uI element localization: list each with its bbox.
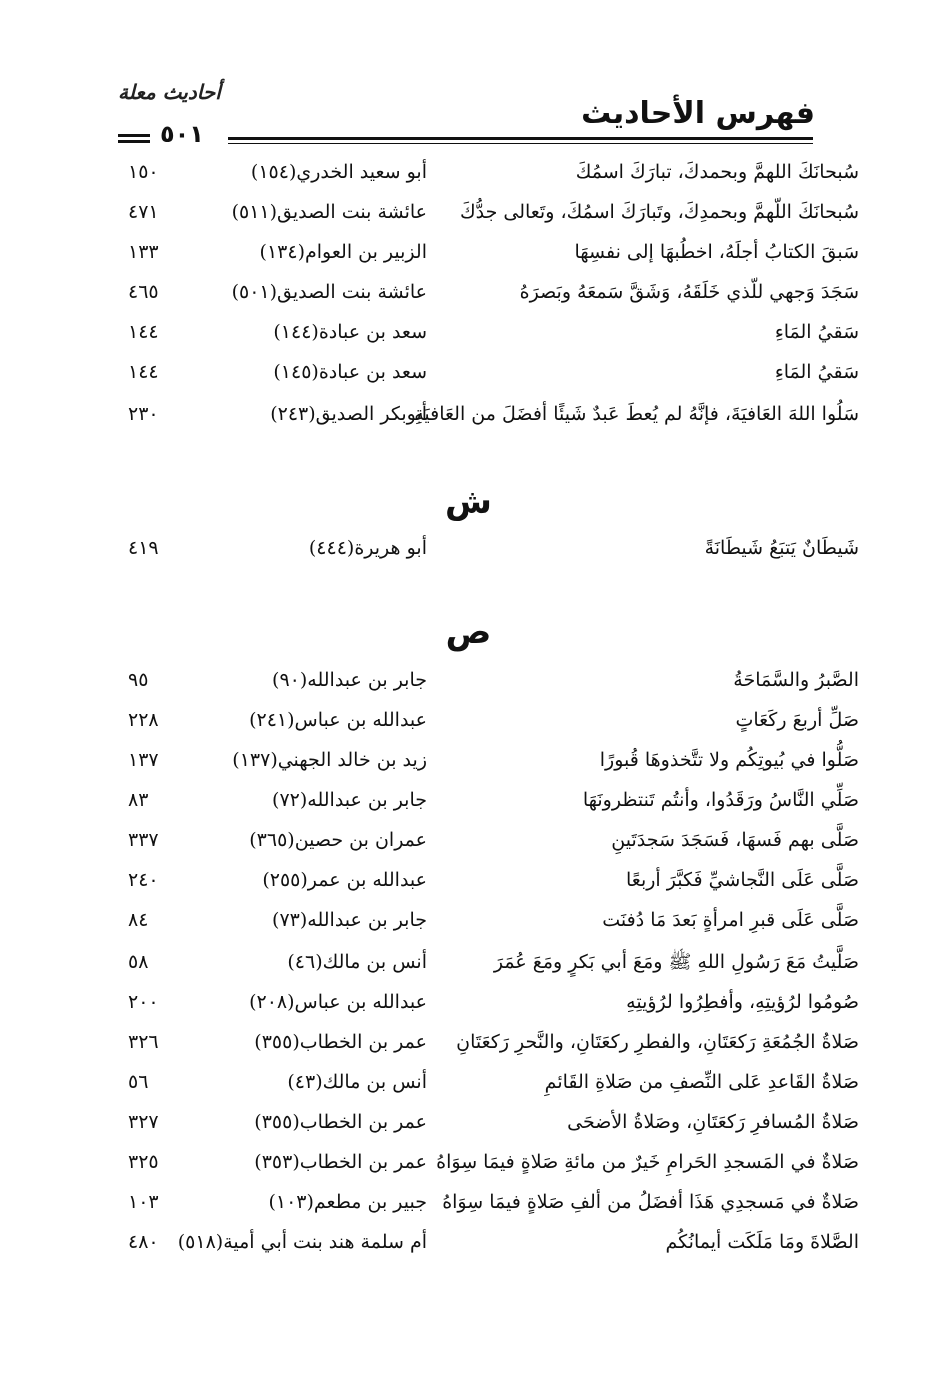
page-number: ٥٠١ [160, 120, 204, 148]
index-row [0, 352, 937, 392]
index-row [0, 272, 937, 312]
index-row [0, 1182, 937, 1222]
index-row [0, 232, 937, 272]
page-ref: ٩٥ [128, 669, 149, 691]
hadith-text: صَلاةٌ في المَسجدِ الحَرامِ خَيرٌ من مائةِ صَلاةٍ فيمَا سِوَاهُ [436, 1151, 859, 1173]
narrator: الزبير بن العوام(١٣٤) [259, 241, 427, 263]
hadith-text: صُومُوا لرُؤيتِهِ، وأفطِرُوا لرُؤيتِهِ [626, 991, 859, 1013]
narrator: أبوبكر الصديق(٢٤٣) [270, 403, 427, 425]
handwritten-note: أحاديث معلة [118, 80, 221, 104]
page-ref: ١٠٣ [128, 1191, 159, 1213]
page-ref: ١٣٣ [128, 241, 159, 263]
hadith-text: صَلاةُ القَاعدِ عَلى النِّصفِ من صَلاةِ القَائمِ [544, 1071, 859, 1093]
index-row [0, 982, 937, 1022]
narrator: أنس بن مالك(٤٦) [287, 951, 427, 973]
index-row [0, 942, 937, 982]
index-row [0, 528, 937, 568]
page-ref: ١٤٤ [128, 321, 159, 343]
header-rule-thin [228, 143, 813, 144]
page-ref: ٥٨ [128, 951, 149, 973]
hadith-text: سَقيُ المَاءِ [774, 361, 859, 383]
hadith-text: صَلَّى بهم فَسهَا، فَسَجَدَ سَجدَتَينِ [611, 829, 859, 851]
section-letter: ش [445, 482, 492, 522]
index-row [0, 152, 937, 192]
page-ref: ٥٦ [128, 1071, 149, 1093]
index-row [0, 860, 937, 900]
index-row [0, 1222, 937, 1262]
index-row [0, 312, 937, 352]
hadith-text: سُبحانَكَ اللّهمَّ وبحمدِكَ، وتَبارَكَ اسمُكَ، وتَعالى جدُّكَ [459, 201, 859, 223]
narrator: جابر بن عبدالله(٩٠) [272, 669, 427, 691]
hadith-text: سَقيُ المَاءِ [774, 321, 859, 343]
narrator: سعد بن عبادة(١٤٥) [273, 361, 427, 383]
hadith-text: شَيطَانٌ يَتبَعُ شَيطَانَةً [704, 537, 859, 559]
page-ref: ٣٢٦ [128, 1031, 159, 1053]
hadith-text: صَلاةٌ في مَسجدِي هَذَا أفضَلُ من ألفِ صَلاةٍ فيمَا سِوَاهُ [442, 1191, 859, 1213]
hadith-text: صَلَّى عَلَى قبرِ امرأةٍ بَعدَ مَا دُفنَت [602, 909, 859, 931]
hadith-text: صَلُّوا في بُيوتِكُم ولا تتَّخذوهَا قُبورًا [599, 749, 859, 771]
index-row [0, 192, 937, 232]
page-ref: ٨٤ [128, 909, 149, 931]
page-ref: ٣٢٥ [128, 1151, 159, 1173]
index-row [0, 780, 937, 820]
hadith-text: صَلِّ أربعَ ركَعَاتٍ [735, 709, 859, 731]
page-ref: ٤١٩ [128, 537, 159, 559]
page-number-dash [118, 134, 150, 143]
page-ref: ١٤٤ [128, 361, 159, 383]
page-ref: ١٣٧ [128, 749, 159, 771]
narrator: جابر بن عبدالله(٧٣) [272, 909, 427, 931]
narrator: أم سلمة هند بنت أبي أمية(٥١٨) [177, 1231, 427, 1253]
narrator: عمران بن حصين(٣٦٥) [249, 829, 427, 851]
index-row [0, 1062, 937, 1102]
hadith-text: سَجَدَ وَجهي للّذي خَلَقَهُ، وَشَقَّ سَمعَهُ وبَصرَهُ [519, 281, 859, 303]
header-rule-thick [228, 137, 813, 140]
narrator: عبدالله بن عباس(٢٤١) [249, 709, 427, 731]
narrator: جبير بن مطعم(١٠٣) [268, 1191, 427, 1213]
narrator: عمر بن الخطاب(٣٥٥) [254, 1111, 427, 1133]
page-ref: ٢٢٨ [128, 709, 159, 731]
narrator: أبو هريرة(٤٤٤) [308, 537, 427, 559]
index-row [0, 1142, 937, 1182]
narrator: زيد بن خالد الجهني(١٣٧) [232, 749, 427, 771]
index-row [0, 700, 937, 740]
hadith-text: صَلاةُ الجُمُعَةِ رَكعَتَانِ، والفطرِ ركعَتَانِ، والنَّحرِ رَكعَتَانِ [456, 1031, 859, 1053]
hadith-text: صَلاةُ المُسافرِ رَكعَتَانِ، وصَلاةُ الأضحَى [567, 1111, 859, 1133]
page-ref: ٣٣٧ [128, 829, 159, 851]
narrator: سعد بن عبادة(١٤٤) [273, 321, 427, 343]
section-letter: ص [445, 612, 492, 652]
page-ref: ٢٣٠ [128, 403, 159, 425]
page-ref: ٤٧١ [128, 201, 159, 223]
index-row [0, 1022, 937, 1062]
narrator: أبو سعيد الخدري(١٥٤) [250, 161, 427, 183]
page-ref: ٢٠٠ [128, 991, 159, 1013]
index-row [0, 900, 937, 940]
page-ref: ٢٤٠ [128, 869, 159, 891]
page-ref: ٨٣ [128, 789, 149, 811]
index-row [0, 394, 937, 434]
narrator: عبدالله بن عمر(٢٥٥) [262, 869, 427, 891]
hadith-text: سَبقَ الكتابُ أجلَهُ، اخطُبهَا إلى نفسِهَا [574, 241, 859, 263]
index-row [0, 740, 937, 780]
narrator: عائشة بنت الصديق(٥٠١) [231, 281, 427, 303]
narrator: عمر بن الخطاب(٣٥٣) [254, 1151, 427, 1173]
page-ref: ٤٨٠ [128, 1231, 159, 1253]
hadith-text: سُبحانَكَ اللهمَّ وبحمدكَ، تبارَكَ اسمُكَ [575, 161, 859, 183]
hadith-text: الصَّلاةَ ومَا مَلَكَت أيمانُكُم [665, 1231, 859, 1253]
hadith-text: صَلَّى عَلَى النَّجاشيِّ فَكبَّرَ أربعًا [626, 869, 859, 891]
index-row [0, 820, 937, 860]
hadith-text: الصَّبرُ والسَّمَاحَةُ [733, 669, 859, 691]
index-row [0, 660, 937, 700]
page-ref: ٣٢٧ [128, 1111, 159, 1133]
hadith-text: صَلَّيتُ مَعَ رَسُولِ اللهِ ﷺ ومَعَ أبي بَكرٍ ومَعَ عُمَرَ [493, 951, 859, 973]
narrator: عائشة بنت الصديق(٥١١) [231, 201, 427, 223]
page-ref: ٤٦٥ [128, 281, 159, 303]
narrator: عبدالله بن عباس(٢٠٨) [249, 991, 427, 1013]
narrator: أنس بن مالك(٤٣) [287, 1071, 427, 1093]
hadith-text: سَلُوا اللهَ العَافيَةَ، فإنَّهُ لم يُعطَ عَبدٌ شَيئًا أفضَلَ من العَافيَةِ [414, 403, 859, 425]
page-ref: ١٥٠ [128, 161, 159, 183]
narrator: عمر بن الخطاب(٣٥٥) [254, 1031, 427, 1053]
hadith-text: صَلِّي النَّاسُ ورَقَدُوا، وأنتُم تَنتظرونَهَا [582, 789, 859, 811]
index-row [0, 1102, 937, 1142]
narrator: جابر بن عبدالله(٧٢) [272, 789, 427, 811]
page-title: فهرس الأحاديث [581, 96, 815, 131]
